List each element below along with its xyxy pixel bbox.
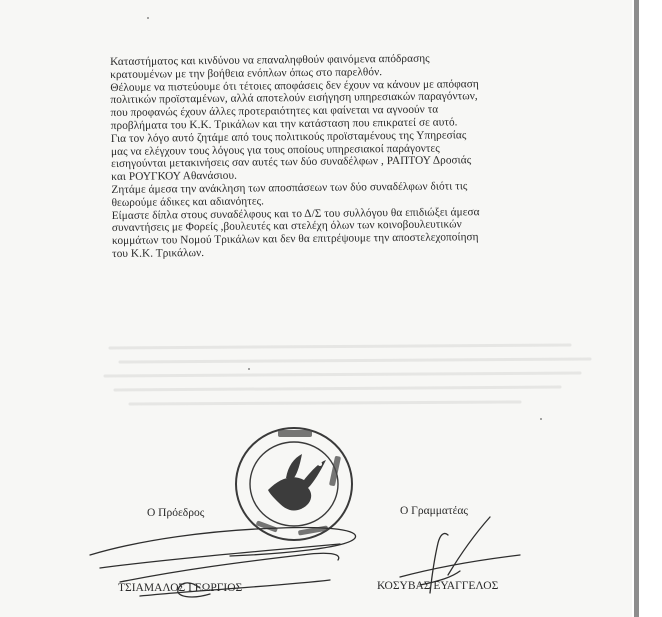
letter-line: Είμαστε δίπλα στους συναδέλφους και το Δ/Σ του συλλόγου θα επιδιώξει άμεσα [111, 205, 480, 222]
letter-body [110, 51, 612, 261]
scanner-edge-bar [634, 0, 639, 617]
letter-line: κομμάτων του Νομού Τρικάλων και δεν θα επιτρέψουμε την αποστελεχοποίηση [111, 231, 479, 248]
letter-line: και ΡΟΥΓΚΟΥ Αθανάσιου. [111, 169, 237, 184]
letter-line: κρατουμένων με την βοήθεια ενόπλων όπως στο παρελθόν. [110, 65, 383, 81]
letter-line: Ζητάμε άμεσα την ανάκληση των αποσπάσεων των δύο συναδέλφων διότι τις [111, 180, 468, 196]
letter-line: που προφανώς έχουν άλλες προτεραιότητες και φαίνεται να αγνοούν τα [110, 103, 439, 120]
letter-line: του Κ.Κ. Τρικάλων. [112, 246, 205, 260]
letter-line: πολιτικών προϊσταμένων, αλλά αποτελούν εισήγηση υπηρεσιακών παραγόντων, [110, 90, 478, 107]
scanner-edge [632, 0, 662, 617]
president-title: Ο Πρόεδρος [147, 507, 205, 519]
letter-line: θεωρούμε άδικες και αδιανόητες. [111, 195, 265, 209]
letter-line: συναντήσεις με Φορείς ,βουλευτές και στελέχη όλων των κοινοβουλευτικών [111, 218, 462, 235]
letter-line: Θέλουμε να πιστεύουμε ότι τέτοιες αποφάσεις δεν έχουν να κάνουν με απόφαση [110, 77, 479, 94]
letter-line: προβλήματα του Κ.Κ. Τρικάλων και την κατάσταση που επικρατεί σε αυτό. [110, 116, 458, 132]
letter-line: Καταστήματος και κινδύνου να επαναληφθούν φαινόμενα απόδρασης [110, 52, 430, 68]
secretary-name: ΚΟΣΥΒΑΣ ΕΥΑΓΓΕΛΟΣ [377, 580, 499, 592]
president-name: ΤΣΙΑΜΑΛΟΣ ΓΕΩΡΓΙΟΣ [118, 582, 243, 594]
letter-line: εισηγούνται μετακινήσεις σαν αυτές των δύο συναδέλφων , ΡΑΠΤΟΥ Δροσιάς [111, 154, 472, 171]
scan-speck [147, 17, 149, 19]
letter-line: Για τον λόγο αυτό ζητάμε από τους πολιτικούς προϊσταμένους της Υπηρεσίας [110, 129, 467, 145]
secretary-title: Ο Γραμματέας [400, 505, 468, 517]
show-through-texture [100, 340, 600, 430]
letter-line: μας να ελέγχουν τους λόγους για τους οποίους υπηρεσιακοί παράγοντες [110, 142, 440, 158]
